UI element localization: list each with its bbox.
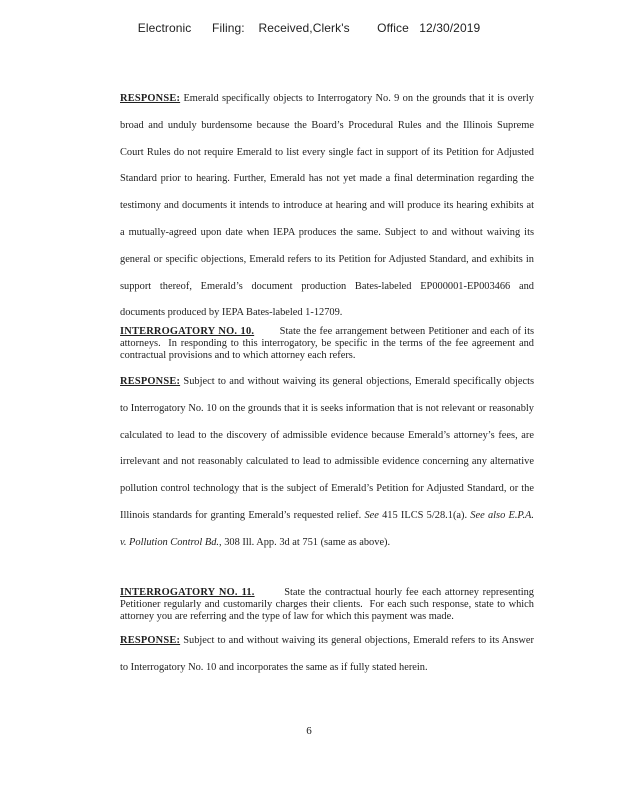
interrogatory-label: INTERROGATORY NO. 11. xyxy=(120,587,255,598)
response-label: RESPONSE: xyxy=(120,635,181,646)
page-number: 6 xyxy=(306,725,312,737)
citation-see: See xyxy=(364,509,379,521)
response-11-text: Subject to and without waiving its general objections, Emerald refers to its Answer to Interrogatory No. 10 and incorporates the same as if fully stated herein. xyxy=(120,635,534,673)
response-10-paragraph xyxy=(90,369,534,557)
interrogatory-11-paragraph xyxy=(90,587,537,624)
response-10-text-a: Subject to and without waiving its general objections, Emerald specifically objects to Interrogatory No. 10 on the grounds that it is seeks information that is not relevant or reasonably calculated to lead to the discovery of admissible evidence because Emerald’s attorney’s fees, are irrelevant and not reasonably calculated to lead to admissible evidence concerning any alternative pollution control technology that is the subject of Emerald’s Petition for Adjusted Standard, or the Illinois standards for granting Emerald’s requested relief. xyxy=(120,376,534,521)
interrogatory-label: INTERROGATORY NO. 10. xyxy=(120,326,255,337)
response-9-text: Emerald specifically objects to Interrogatory No. 9 on the grounds that it is overly broad and unduly burdensome because the Board’s Procedural Rules and the Illinois Supreme Court Rules do not require Emerald to list every single fact in support of its Petition for Adjusted Standard prior to hearing. Further, Emerald has not yet made a final determination regarding the testimony and documents it intends to introduce at hearing and will produce its hearing exhibits at a mutually-agreed upon date when IEPA produces the same. Subject to and without waiving its general or specific objections, Emerald refers to its Petition for Adjusted Standard, and exhibits in support thereof, Emerald’s document production Bates-labeled EP000001-EP003466 and documents produced by IEPA Bates-labeled 1-12709. xyxy=(120,93,534,319)
interrogatory-11-text: State the contractual hourly fee each attorney representing Petitioner regularly and customarily charges their clients. For each such response, state to which attorney you are referring and the type of law for which this payment was made. xyxy=(120,587,537,623)
interrogatory-10-text: State the fee arrangement between Petitioner and each of its attorneys. In responding to this interrogatory, be specific in the terms of the fee agreement and contractual provisions and to which attorney each refers. xyxy=(120,326,537,362)
interrogatory-10-paragraph xyxy=(90,326,537,363)
response-10-text-b: 415 ILCS 5/28.1(a). xyxy=(378,509,471,521)
response-label: RESPONSE: xyxy=(120,376,181,387)
response-9-paragraph xyxy=(90,86,534,327)
response-11-paragraph xyxy=(90,628,534,682)
response-label: RESPONSE: xyxy=(120,93,181,104)
response-10-text-c: , 308 Ill. App. 3d at 751 (same as above). xyxy=(219,536,391,548)
efiling-stamp-header: Electronic Filing: Received,Clerk's Office 12/30/2019 xyxy=(137,21,481,35)
citation-case-name: See also E.P.A. v. Pollution Control Bd. xyxy=(120,509,534,548)
